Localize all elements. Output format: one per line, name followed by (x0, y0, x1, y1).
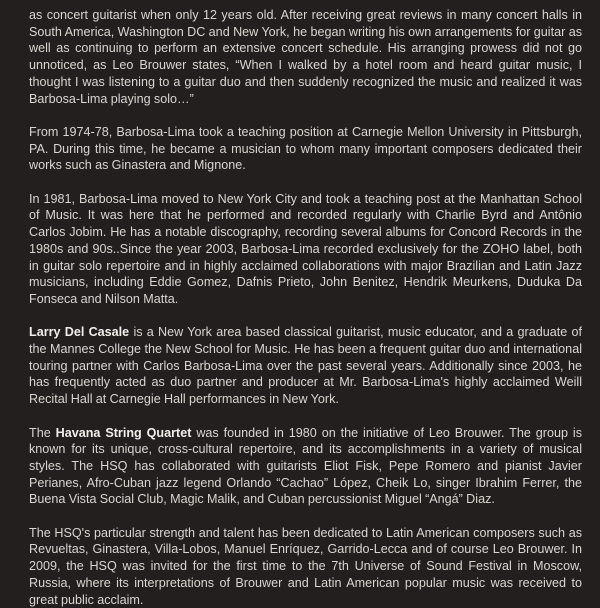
paragraph-text: was founded in 1980 on the initiative of Leo Brouwer. The group is known for its unique, cross-cultural repertoire, and its accomplishments in a variety of musical styles. The HSQ has collaborated with guitarists Eliot Fisk, Pepe Romero and pianist Javier Perianes, Afro-Cuban jazz legend Orlando “Cachao” López, Cheik Lo, singer Ibrahim Ferrer, the Buena Vista Social Club, Magic Malik, and Cuban percussionist Miguel “Angá” Diaz. (29, 425, 582, 507)
paragraph-text: The HSQ's particular strength and talent has been dedicated to Latin American composers such as Revueltas, Ginastera, Villa-Lobos, Manuel Enríquez, Garrido-Lecca and of course Leo Brouwer. In 2009, the HSQ was invited for the first time to the 7th Universe of Sound Festival in Moscow, Russia, where its interpretations of Brouwer and Latin American popular music was received to great public acclaim. (29, 525, 582, 607)
paragraph-text: In 1981, Barbosa-Lima moved to New York City and took a teaching post at the Manhattan School of Music. It was here that he performed and recorded regularly with Charlie Byrd and Antônio Carlos Jobim. He has a notable discography, recording several albums for Concord Records in the 1980s and 90s..Since the year 2003, Barbosa-Lima recorded exclusively for the ZOHO label, both in guitar solo repertoire and in highly acclaimed collaborations with major Brazilian and Latin Jazz musicians, including Eddie Gomez, Dafnis Prieto, John Benitez, Hendrik Meurkens, Duduka Da Fonseca and Nilson Matta. (29, 191, 582, 306)
paragraph-text: From 1974-78, Barbosa-Lima took a teaching position at Carnegie Mellon University in Pittsburgh, PA. During this time, he became a musician to whom many important composers dedicated their works such as Ginastera and Mignone. (29, 124, 582, 173)
paragraph-early-career (29, 7, 582, 107)
paragraph-text: as concert guitarist when only 12 years old. After receiving great reviews in many concert halls in South America, Washington DC and New York, he began writing his own arrangements for guitar as well as continuing to perform an extensive concert schedule. His arranging prowess did not go unnoticed, as Leo Brouwer states, “When I walked by a hotel room and heard guitar music, I thought I was listening to a guitar duo and then suddenly recognized the music and realized it was Barbosa-Lima playing solo…” (29, 8, 582, 106)
paragraph-carnegie-mellon (29, 124, 582, 174)
paragraph-havana-string-quartet (29, 425, 582, 509)
bio-name: Havana String Quartet (55, 425, 192, 440)
paragraph-text: is a New York area based classical guitarist, music educator, and a graduate of the Mannes College the New School for Music. He has been a frequent guitar duo and international touring partner with Carlos Barbosa-Lima over the past several years. Additionally since 2003, he has frequently acted as duo partner and producer at Mr. Barbosa-Lima's highly acclaimed Weill Recital Hall at Carnegie Hall performances in New York. (29, 325, 582, 407)
paragraph-larry-del-casale (29, 324, 582, 408)
paragraph-hsq-strength (29, 525, 582, 608)
bio-name: Larry Del Casale (29, 325, 130, 340)
paragraph-new-york (29, 191, 582, 308)
paragraph-lead-prefix: The (29, 425, 56, 440)
